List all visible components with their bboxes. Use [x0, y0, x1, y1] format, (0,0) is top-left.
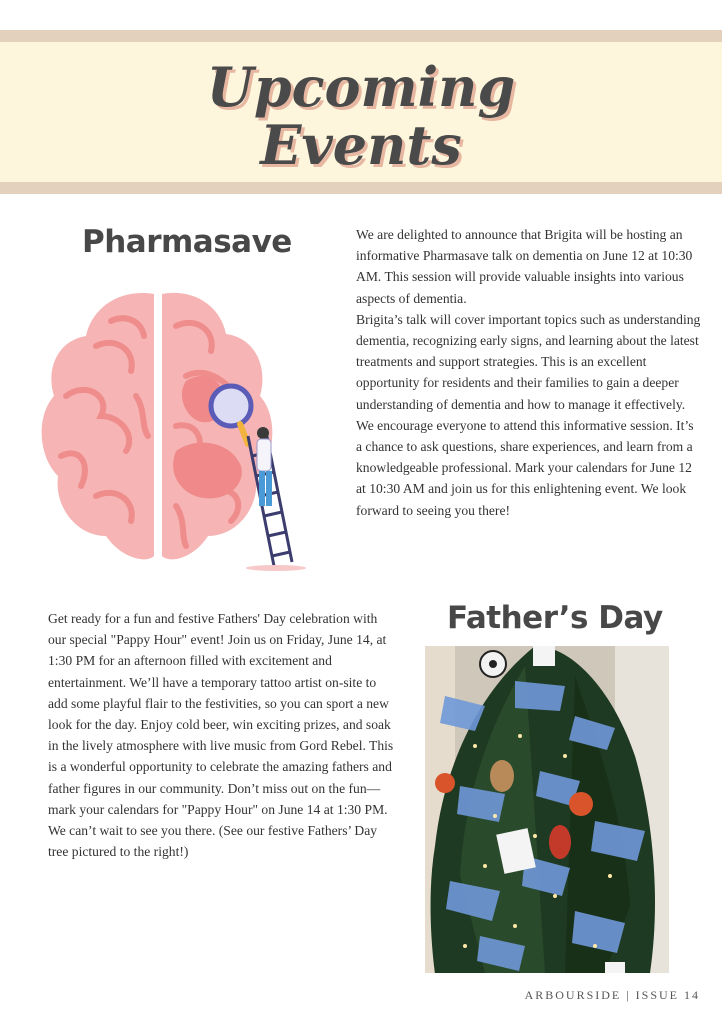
pharmasave-paragraph-2: Brigita’s talk will cover important topics such as understanding dementia, recognizing early signs, and learning about the latest treatments and support strategies. This is an excellent opportunity for residents and their families to gain a deeper understanding of dementia and how to manage it effectively.: [356, 311, 701, 412]
pharmasave-body: [356, 224, 702, 521]
events-banner: [0, 30, 722, 194]
fathers-day-paragraph: Get ready for a fun and festive Fathers' Day celebration with our special "Pappy Hour" event! Join us on Friday, June 14, at 1:30 PM for an afternoon filled with excitement and entertainment. We’ll have a temporary tattoo artist on-site to add some playful flair to the festivities, so you can sport a new look for the day. Enjoy cold beer, win exciting prizes, and soak in the lively atmosphere with live music from Gord Rebel. This is a wonderful opportunity to celebrate the amazing fathers and father figures in our community. Don’t miss out on the fun—mark your calendars for "Pappy Hour" on June 14 at 1:30 PM. We can’t wait to see you there. (See our festive Fathers’ Day tree pictured to the right!): [48, 611, 394, 860]
pharmasave-paragraph-1: We are delighted to announce that Brigita will be hosting an informative Pharmasave talk on dementia on June 12 at 10:30 AM. This session will provide valuable insights into various aspects of dementia.: [356, 227, 693, 306]
fathers-day-heading: Father’s Day: [447, 600, 663, 636]
footer-issue-label: ARBOURSIDE | ISSUE 14: [524, 988, 700, 1002]
fathers-day-body: [48, 608, 394, 862]
pharmasave-paragraph-3: We encourage everyone to attend this informative session. It’s a chance to ask questions, share experiences, and learn from a knowledgeable professional. Mark your calendars for June 12 at 10:30 AM and join us for this enlightening event. We look forward to seeing you there!: [356, 417, 694, 518]
pharmasave-heading: Pharmasave: [82, 224, 292, 260]
page-title-line-1: Upcoming: [206, 55, 516, 119]
page-title: [0, 55, 722, 177]
page-title-line-2: Events: [260, 113, 462, 177]
fathers-day-tree-photo: [425, 646, 669, 973]
brain-illustration: [36, 286, 306, 571]
